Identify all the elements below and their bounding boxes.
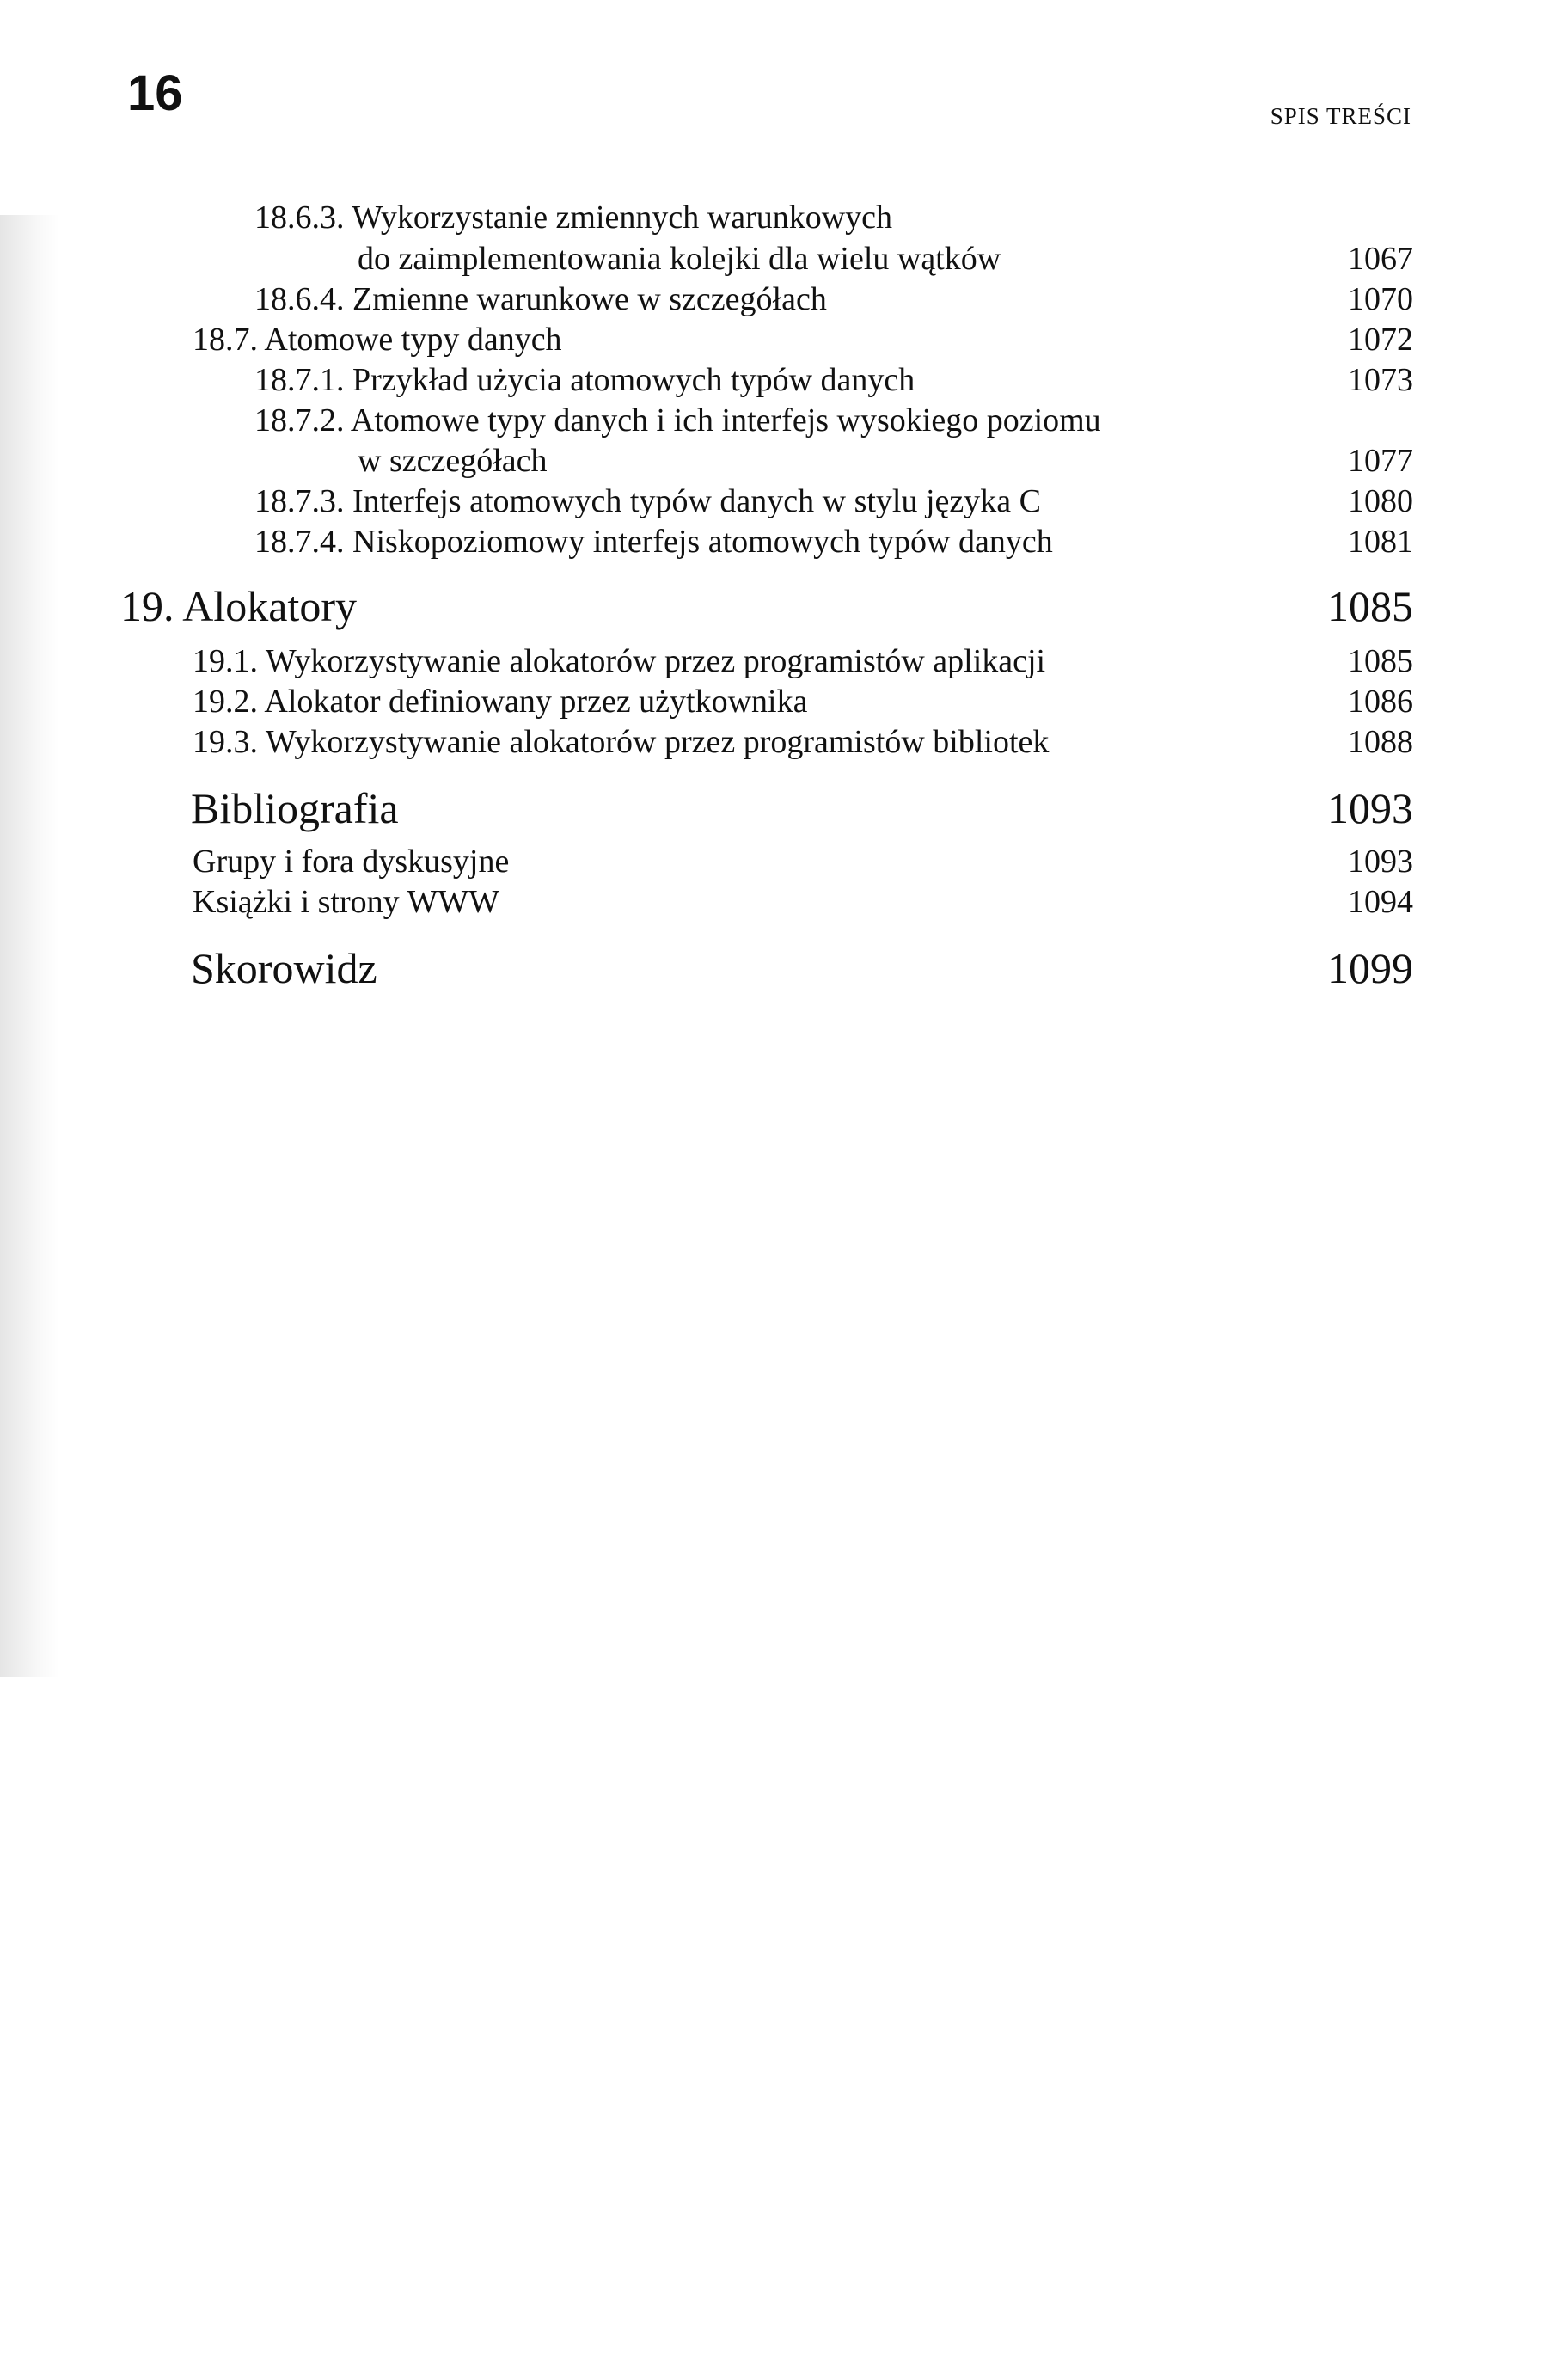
toc-entry-label: 18.6.3. Wykorzystanie zmiennych warunkowych [254, 199, 893, 236]
toc-entry-label: 18.7.3. Interfejs atomowych typów danych w stylu języka C [254, 483, 1041, 519]
toc-entry-page: 1073 [1348, 362, 1413, 398]
toc-entry-label: 18.7.2. Atomowe typy danych i ich interfejs wysokiego poziomu [254, 402, 1101, 439]
toc-entry-label: Grupy i fora dyskusyjne [193, 843, 510, 880]
toc-entry-page: 1085 [1348, 643, 1413, 679]
toc-chapter-label: Skorowidz [191, 944, 377, 992]
running-title: SPIS TREŚCI [1270, 103, 1411, 129]
toc-chapter-page: 1099 [1327, 944, 1413, 992]
toc-entry-label: 18.7.4. Niskopoziomowy interfejs atomowych typów danych [254, 524, 1053, 560]
toc-entry-18-7-2[interactable] [0, 400, 1549, 441]
toc-entry-label: 18.6.4. Zmienne warunkowe w szczegółach [254, 281, 827, 317]
toc-entry-page: 1067 [1348, 241, 1413, 277]
toc-entry-page: 1072 [1348, 322, 1413, 358]
toc-entry-page: 1088 [1348, 724, 1413, 760]
toc-entry-18-7-4[interactable] [0, 521, 1549, 562]
toc-entry-18-6-3[interactable] [0, 197, 1549, 238]
toc-entry-label: Książki i strony WWW [193, 884, 500, 920]
toc-entry-18-7[interactable] [0, 319, 1549, 360]
toc-chapter-19[interactable] [0, 578, 1549, 635]
toc-chapter-page: 1093 [1327, 784, 1413, 832]
toc-entry-page: 1081 [1348, 524, 1413, 560]
toc-entry-18-6-4[interactable] [0, 279, 1549, 320]
toc-entry-ksiazki-i-strony[interactable] [0, 881, 1549, 923]
toc-entry-page: 1094 [1348, 884, 1413, 920]
toc-entry-label: 19.3. Wykorzystywanie alokatorów przez programistów bibliotek [193, 724, 1050, 760]
toc-entry-19-2[interactable] [0, 681, 1549, 722]
toc-entry-19-3[interactable] [0, 721, 1549, 763]
page-number: 16 [127, 65, 183, 121]
toc-entry-18-7-2-continued[interactable] [0, 440, 1549, 482]
toc-chapter-label: Bibliografia [191, 784, 399, 832]
toc-entry-page: 1070 [1348, 281, 1413, 317]
toc-entry-18-7-3[interactable] [0, 481, 1549, 522]
toc-chapter-skorowidz[interactable] [0, 940, 1549, 997]
toc-entry-label: w szczegółach [358, 443, 548, 479]
toc-entry-18-6-3-continued[interactable] [0, 238, 1549, 279]
toc-chapter-label: 19. Alokatory [120, 582, 357, 630]
toc-entry-grupy-i-fora[interactable] [0, 841, 1549, 882]
toc-entry-label: 19.2. Alokator definiowany przez użytkownika [193, 684, 808, 720]
toc-entry-19-1[interactable] [0, 641, 1549, 682]
toc-entry-label: 18.7.1. Przykład użycia atomowych typów danych [254, 362, 915, 398]
toc-entry-page: 1086 [1348, 684, 1413, 720]
toc-entry-18-7-1[interactable] [0, 359, 1549, 401]
toc-entry-label: 18.7. Atomowe typy danych [193, 322, 562, 358]
toc-entry-label: do zaimplementowania kolejki dla wielu wątków [358, 241, 1001, 277]
toc-entry-page: 1093 [1348, 843, 1413, 880]
toc-entry-page: 1080 [1348, 483, 1413, 519]
toc-chapter-bibliografia[interactable] [0, 780, 1549, 837]
toc-entry-label: 19.1. Wykorzystywanie alokatorów przez programistów aplikacji [193, 643, 1046, 679]
toc-chapter-page: 1085 [1327, 582, 1413, 630]
toc-entry-page: 1077 [1348, 443, 1413, 479]
